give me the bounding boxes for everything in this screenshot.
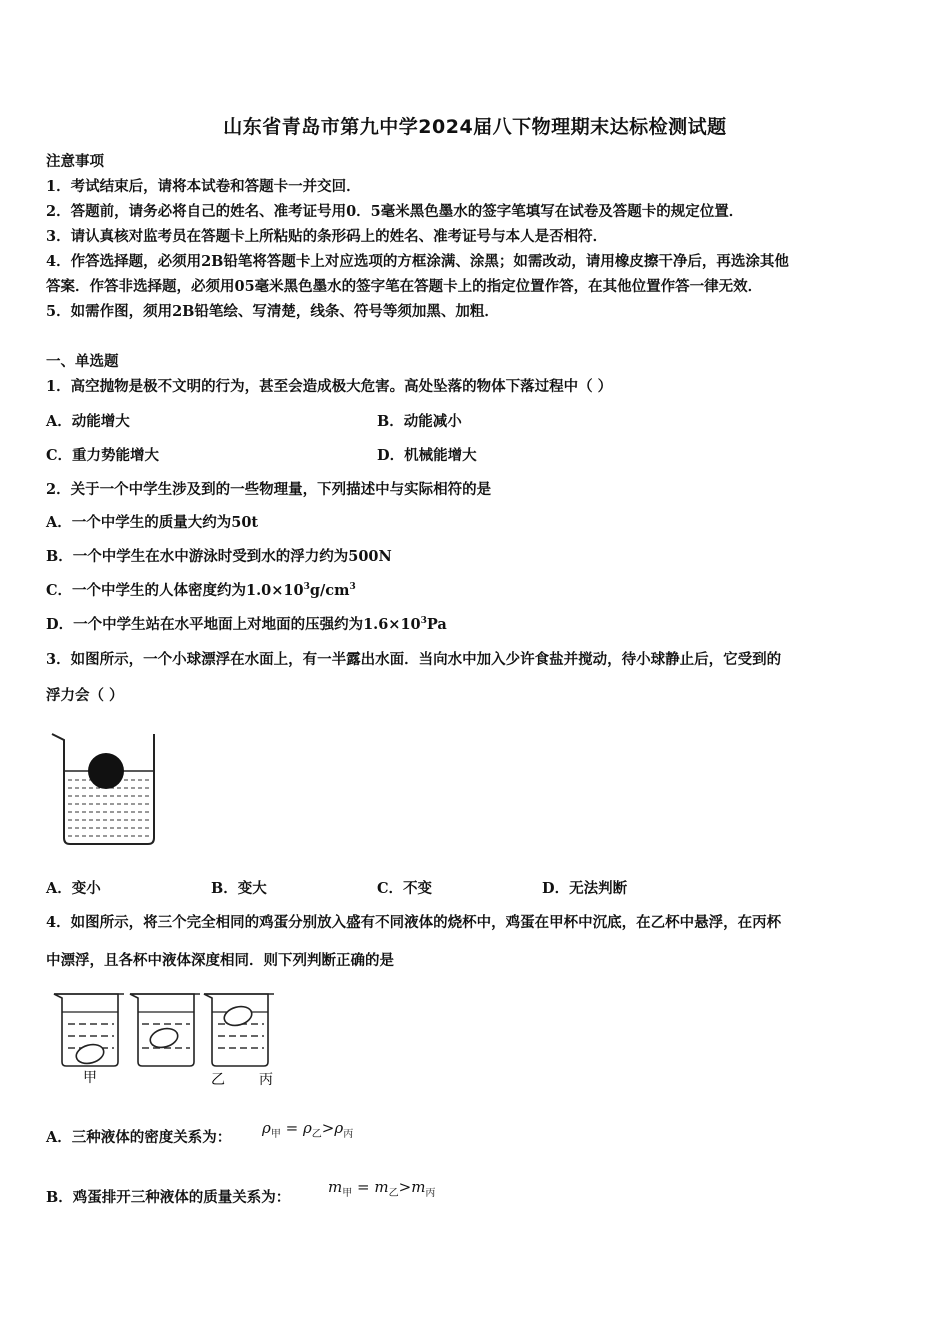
q2-option-b[interactable]: B．一个中学生在水中游泳时受到水的浮力约为500N	[46, 548, 392, 565]
beaker-jia	[54, 994, 124, 1066]
q3-option-d[interactable]: D．无法判断	[542, 880, 628, 897]
q1-option-c[interactable]: C．重力势能增大	[46, 447, 160, 464]
question-2-stem: 2．关于一个中学生涉及到的一些物理量，下列描述中与实际相符的是	[46, 481, 492, 498]
q3-option-a[interactable]: A．变小	[46, 880, 101, 897]
label-bing: 丙	[259, 1072, 273, 1088]
question-4-stem: 4．如图所示，将三个完全相同的鸡蛋分别放入盛有不同液体的烧杯中，鸡蛋在甲杯中沉底，在乙杯中悬浮，在丙杯	[46, 914, 782, 931]
q3-option-c[interactable]: C．不变	[377, 880, 433, 897]
notice-item: 1．考试结束后，请将本试卷和答题卡一并交回．	[46, 178, 361, 195]
q2-option-d[interactable]: D．一个中学生站在水平地面上对地面的压强约为$1.6\times 10^3Pa$	[46, 616, 447, 633]
q2-option-a[interactable]: A．一个中学生的质量大约为50t	[46, 514, 259, 531]
q2-option-c[interactable]: C．一个中学生的人体密度约为$1.0\times 10^3g/cm^3$	[46, 582, 356, 599]
notice-item: 3．请认真核对监考员在答题卡上所粘贴的条形码上的姓名、准考证号与本人是否相符．	[46, 228, 608, 245]
notice-item: 5．如需作图，须用2B铅笔绘、写清楚，线条、符号等须加黑、加粗．	[46, 303, 499, 320]
notice-item: 2．答题前，请务必将自己的姓名、准考证号用0．5毫米黑色墨水的签字笔填写在试卷及答题卡的规定位置．	[46, 203, 744, 220]
q1-option-b[interactable]: B．动能减小	[377, 413, 462, 430]
notice-item: 4．作答选择题，必须用2B铅笔将答题卡上对应选项的方框涂满、涂黑；如需改动，请用橡皮擦干净后，再选涂其他	[46, 253, 789, 270]
question-3-stem-cont: 浮力会（ ）	[46, 687, 124, 704]
beaker-yi	[130, 994, 200, 1066]
q4-option-a-formula: $\rho_甲 = \rho_乙>\rho_丙$	[262, 1119, 354, 1140]
q1-option-a[interactable]: A．动能增大	[46, 413, 130, 430]
q4-option-b-formula: $m_甲 = m_乙>m_丙$	[328, 1178, 436, 1199]
notice-item: 答案．作答非选择题，必须用05毫米黑色墨水的签字笔在答题卡上的指定位置作答，在其他位置作答一律无效．	[46, 278, 763, 295]
q1-option-d[interactable]: D．机械能增大	[377, 447, 477, 464]
notice-heading: 注意事项	[46, 153, 104, 170]
three-beakers-eggs-figure	[52, 990, 284, 1090]
page-title: 山东省青岛市第九中学2024届八下物理期末达标检测试题	[223, 116, 727, 138]
beaker-ball-figure	[50, 728, 160, 850]
question-1-stem: 1．高空抛物是极不文明的行为，甚至会造成极大危害。高处坠落的物体下落过程中（ ）	[46, 378, 613, 395]
label-jia: 甲	[83, 1070, 97, 1086]
question-3-stem: 3．如图所示，一个小球漂浮在水面上，有一半露出水面．当向水中加入少许食盐并搅动，待小球静止后，它受到的	[46, 651, 782, 668]
label-yi: 乙	[211, 1072, 225, 1088]
q4-option-a[interactable]: A．三种液体的密度关系为：	[46, 1129, 232, 1146]
q3-option-b[interactable]: B．变大	[211, 880, 267, 897]
beaker-bing	[204, 994, 274, 1066]
q4-option-b[interactable]: B．鸡蛋排开三种液体的质量关系为：	[46, 1189, 291, 1206]
question-4-stem-cont: 中漂浮，且各杯中液体深度相同．则下列判断正确的是	[46, 952, 394, 969]
section-heading: 一、单选题	[46, 353, 119, 370]
